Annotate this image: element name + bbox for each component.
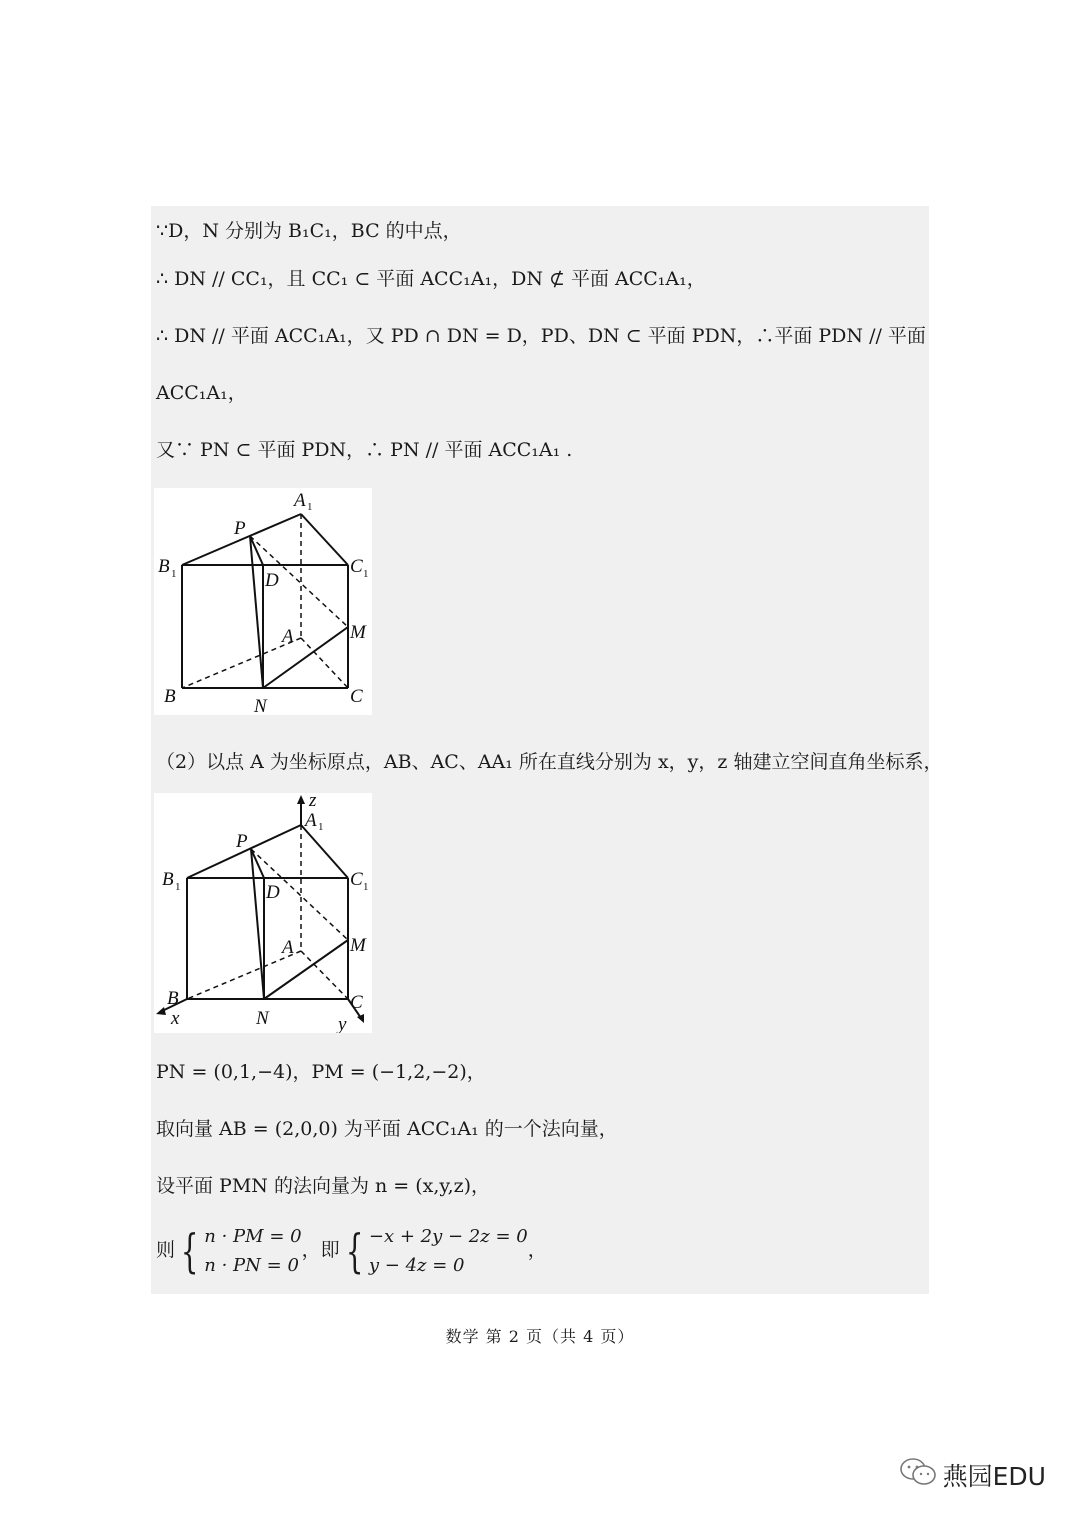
edge-a-c-hidden [301,638,348,688]
label-d: D [265,570,279,591]
label-b1: B [162,869,174,890]
text-line-2: ∴ DN // CC₁，且 CC₁ ⊂ 平面 ACC₁A₁，DN ⊄ 平面 ACC₁A₁， [156,268,706,290]
svg-text:1: 1 [175,881,181,893]
eq-n-pm: n · PM = 0 [204,1226,302,1247]
text-line-4: ACC₁A₁， [156,382,247,404]
text-line-1: ∵D，N 分别为 B₁C₁，BC 的中点， [156,220,462,242]
watermark [899,1456,1046,1494]
label-z: z [309,793,317,811]
label-c1: C [350,869,363,890]
text-line-5: 又∵ PN ⊂ 平面 PDN，∴ PN // 平面 ACC₁A₁ . [156,439,573,461]
label-b: B [167,988,179,1009]
text-line-9: 设平面 PMN 的法向量为 n = (x,y,z)， [156,1175,491,1197]
label-x: x [171,1008,180,1029]
x-axis-arrow [156,1007,166,1015]
page-footer: 数学 第 2 页（共 4 页） [445,1327,635,1346]
solution-panel [151,206,943,1294]
text-line-6: （2）以点 A 为坐标原点，AB、AC、AA₁ 所在直线分别为 x，y，z 轴建立空间直角坐标系， [156,751,943,773]
label-n: N [256,1008,269,1029]
label-c: C [350,992,363,1013]
edge-n-m [263,627,348,688]
text-line-3: ∴ DN // 平面 ACC₁A₁，又 PD ∩ DN = D，PD、DN ⊂ 平面 PDN，∴平面 PDN // 平面 [156,325,926,347]
label-y: y [338,1014,347,1033]
prism-figure-1 [154,488,372,715]
svg-text:1: 1 [363,881,369,893]
eq-2: y − 4z = 0 [368,1255,465,1276]
equation-system: 则 { n · PM = 0 n · PN = 0，即 { −x + 2y − 2z = 0 y − 4z = 0， [156,1224,547,1278]
watermark-text: 燕园EDU [942,1462,1046,1491]
label-a: A [282,937,294,958]
prism-figure-2 [154,793,372,1033]
svg-text:1: 1 [318,821,324,833]
label-a: A [282,626,294,647]
label-m: M [350,935,366,956]
edge-a1-c1 [301,514,348,565]
eq-1: −x + 2y − 2z = 0 [368,1226,528,1247]
label-b: B [164,686,176,707]
label-c1: C [350,556,363,577]
label-p: P [236,831,248,852]
svg-text:1: 1 [171,568,177,580]
text-line-8: 取向量 AB = (2,0,0) 为平面 ACC₁A₁ 的一个法向量， [156,1118,618,1140]
svg-text:1: 1 [363,568,369,580]
svg-text:1: 1 [307,501,313,513]
eq-n-pn: n · PN = 0 [204,1255,299,1276]
label-a1: A [305,810,317,831]
label-b1: B [158,556,170,577]
z-axis-arrow [297,795,305,804]
label-p: P [234,518,246,539]
label-c: C [350,686,363,707]
label-a1: A [294,490,306,511]
label-d: D [266,882,280,903]
text-line-7: PN = (0,1,−4)，PM = (−1,2,−2)， [156,1061,486,1083]
label-m: M [350,622,366,643]
label-n: N [254,696,267,715]
wechat-icon [899,1456,937,1494]
